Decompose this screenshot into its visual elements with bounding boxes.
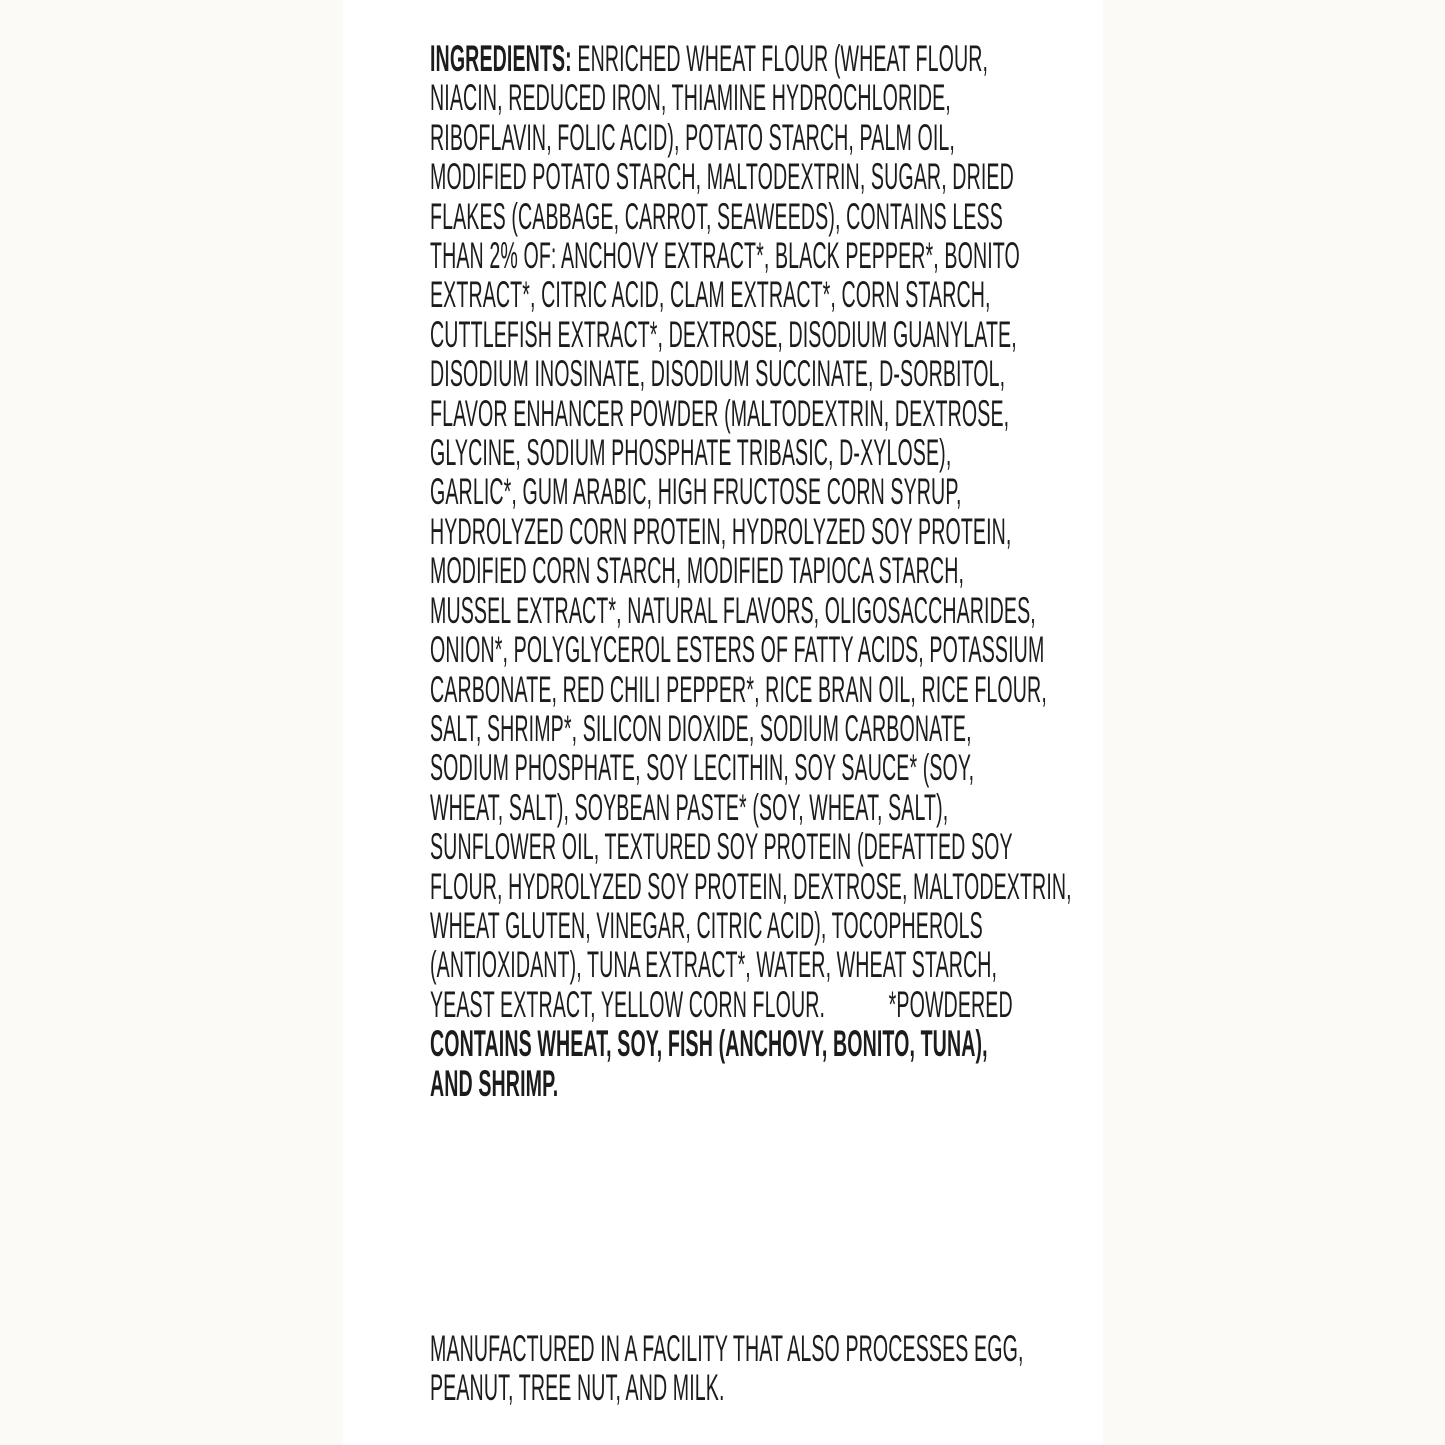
text-line: THAN 2% OF: ANCHOVY EXTRACT*, BLACK PEPPER*, BONITO (430, 235, 1020, 277)
text-line: MODIFIED POTATO STARCH, MALTODEXTRIN, SUGAR, DRIED (430, 156, 1014, 198)
facility-statement (430, 1329, 1445, 1408)
text-line: SALT, SHRIMP*, SILICON DIOXIDE, SODIUM CARBONATE, (430, 707, 972, 749)
text-line: WHEAT GLUTEN, VINEGAR, CITRIC ACID), TOCOPHEROLS (430, 904, 983, 946)
text-line: EXTRACT*, CITRIC ACID, CLAM EXTRACT*, CORN STARCH, (430, 274, 991, 316)
text-line: HYDROLYZED CORN PROTEIN, HYDROLYZED SOY PROTEIN, (430, 510, 1012, 552)
text-line: GARLIC*, GUM ARABIC, HIGH FRUCTOSE CORN SYRUP, (430, 471, 962, 513)
text-line: RIBOFLAVIN, FOLIC ACID), POTATO STARCH, PALM OIL, (430, 116, 955, 158)
text-line: YEAST EXTRACT, YELLOW CORN FLOUR. *POWDERED (430, 983, 1013, 1025)
text-line: MANUFACTURED IN A FACILITY THAT ALSO PROCESSES EGG, (430, 1328, 1024, 1369)
text-line: CARBONATE, RED CHILI PEPPER*, RICE BRAN OIL, RICE FLOUR, (430, 668, 1047, 710)
text-line: WHEAT, SALT), SOYBEAN PASTE* (SOY, WHEAT, SALT), (430, 786, 949, 828)
text-line: FLAKES (CABBAGE, CARROT, SEAWEEDS), CONTAINS LESS (430, 195, 1003, 237)
text-line: MODIFIED CORN STARCH, MODIFIED TAPIOCA STARCH, (430, 550, 965, 592)
text-line: MUSSEL EXTRACT*, NATURAL FLAVORS, OLIGOSACCHARIDES, (430, 589, 1036, 631)
text-line: GLYCINE, SODIUM PHOSPHATE TRIBASIC, D-XYLOSE), (430, 432, 952, 474)
text-line: FLAVOR ENHANCER POWDER (MALTODEXTRIN, DEXTROSE, (430, 392, 1010, 434)
text-line: SUNFLOWER OIL, TEXTURED SOY PROTEIN (DEFATTED SOY (430, 826, 1013, 868)
powdered-footnote: *POWDERED (888, 983, 1013, 1025)
text-line: SODIUM PHOSPHATE, SOY LECITHIN, SOY SAUCE* (SOY, (430, 747, 975, 789)
text-line: PEANUT, TREE NUT, AND MILK. (430, 1367, 725, 1409)
text-line: AND SHRIMP. (430, 1062, 559, 1104)
ingredients-statement (430, 39, 1445, 1103)
text-line: CUTTLEFISH EXTRACT*, DEXTROSE, DISODIUM GUANYLATE, (430, 313, 1017, 355)
ingredients-heading: INGREDIENTS: (430, 38, 572, 79)
text-line: FLOUR, HYDROLYZED SOY PROTEIN, DEXTROSE, MALTODEXTRIN, (430, 865, 1072, 907)
text-line: (ANTIOXIDANT), TUNA EXTRACT*, WATER, WHEAT STARCH, (430, 944, 998, 986)
text-line: ONION*, POLYGLYCEROL ESTERS OF FATTY ACIDS, POTASSIUM (430, 629, 1045, 671)
text-line: INGREDIENTS: ENRICHED WHEAT FLOUR (WHEAT FLOUR, (430, 38, 989, 79)
text-line: DISODIUM INOSINATE, DISODIUM SUCCINATE, D-SORBITOL, (430, 353, 1006, 395)
text-line: CONTAINS WHEAT, SOY, FISH (ANCHOVY, BONITO, TUNA), (430, 1023, 988, 1065)
text-line: NIACIN, REDUCED IRON, THIAMINE HYDROCHLORIDE, (430, 77, 951, 119)
